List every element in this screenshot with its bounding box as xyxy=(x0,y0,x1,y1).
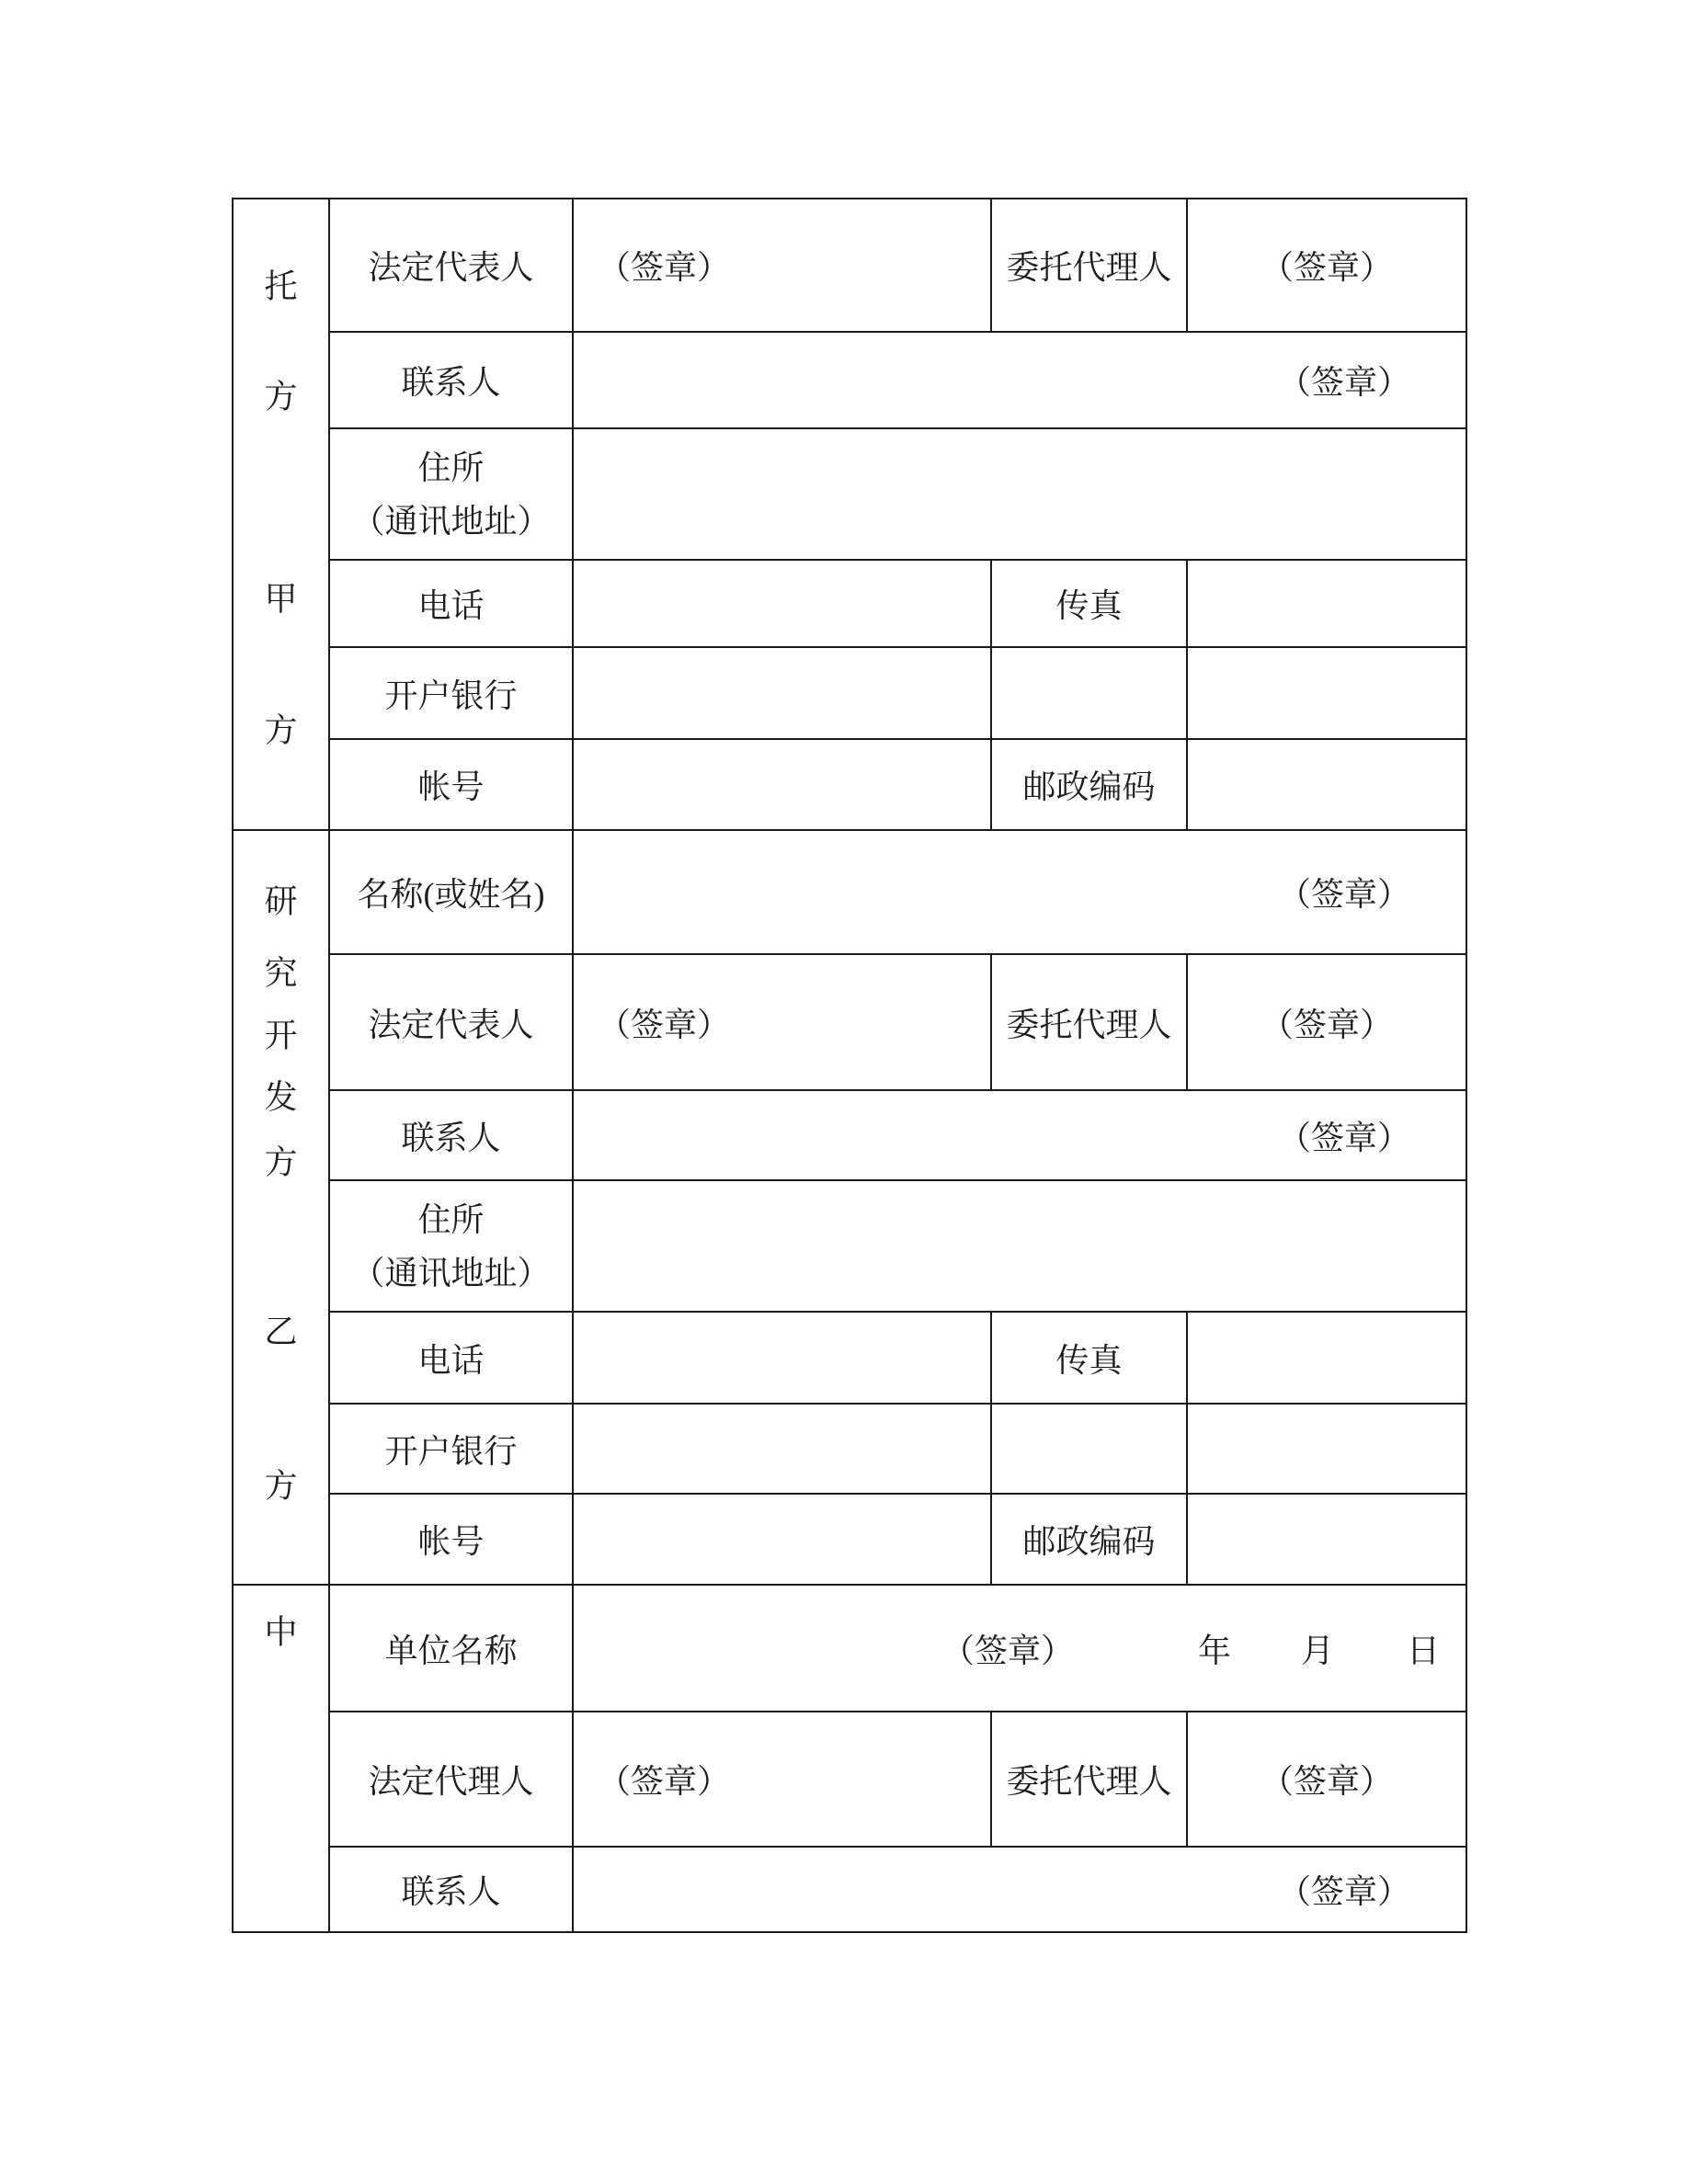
side-label-intermediary xyxy=(233,1585,329,1932)
postal-code-label: 邮政编码 xyxy=(991,1494,1187,1585)
table-row xyxy=(233,954,1466,1090)
residence-line1: 住所 xyxy=(417,1200,485,1238)
seal-placeholder: （签章） xyxy=(941,1632,1075,1669)
seal-placeholder: （签章） xyxy=(573,1712,991,1847)
side-label-char: 方 xyxy=(264,1143,298,1181)
side-label-party-a xyxy=(233,199,329,830)
seal-and-date-row xyxy=(574,1625,1466,1672)
contract-signature-table xyxy=(232,198,1467,1933)
blank-field xyxy=(573,647,991,739)
entrusted-agent-label: 委托代理人 xyxy=(991,954,1187,1090)
legal-representative-label: 法定代表人 xyxy=(329,954,573,1090)
account-number-label: 帐号 xyxy=(329,1494,573,1585)
side-label-char: 开 xyxy=(264,1017,298,1054)
table-row xyxy=(233,739,1466,830)
blank-field xyxy=(1187,739,1466,830)
account-number-label: 帐号 xyxy=(329,739,573,830)
fax-label: 传真 xyxy=(991,560,1187,647)
legal-agent-label: 法定代理人 xyxy=(329,1712,573,1847)
side-label-char: 方 xyxy=(264,378,298,415)
phone-label: 电话 xyxy=(329,560,573,647)
contact-person-label: 联系人 xyxy=(329,1090,573,1180)
table-row xyxy=(233,647,1466,739)
name-or-personal-name-label: 名称(或姓名) xyxy=(329,830,573,954)
entrusted-agent-label: 委托代理人 xyxy=(991,199,1187,332)
blank-field xyxy=(991,647,1187,739)
table-row xyxy=(233,1090,1466,1180)
seal-placeholder: （签章） xyxy=(573,199,991,332)
month-label: 月 xyxy=(1301,1632,1335,1669)
side-label-party-b xyxy=(233,830,329,1585)
blank-field xyxy=(573,1180,1466,1312)
table-row xyxy=(233,199,1466,332)
table-row xyxy=(233,830,1466,954)
seal-placeholder: （签章） xyxy=(573,830,1466,954)
phone-label: 电话 xyxy=(329,1312,573,1404)
bank-label: 开户银行 xyxy=(329,647,573,739)
side-label-char: 中 xyxy=(264,1613,298,1651)
blank-field xyxy=(573,1404,991,1494)
blank-field xyxy=(573,428,1466,560)
unit-name-label: 单位名称 xyxy=(329,1585,573,1712)
seal-placeholder: （签章） xyxy=(573,332,1466,428)
side-label-char: 方 xyxy=(264,711,298,749)
seal-placeholder: （签章） xyxy=(573,1090,1466,1180)
blank-field xyxy=(573,1494,991,1585)
year-label: 年 xyxy=(1198,1632,1232,1669)
blank-field xyxy=(573,560,991,647)
blank-field xyxy=(1187,560,1466,647)
table-row xyxy=(233,1585,1466,1712)
table-row xyxy=(233,332,1466,428)
table-row xyxy=(233,1312,1466,1404)
contact-person-label: 联系人 xyxy=(329,1847,573,1932)
legal-representative-label: 法定代表人 xyxy=(329,199,573,332)
blank-field xyxy=(1187,1494,1466,1585)
blank-field xyxy=(1187,1404,1466,1494)
table-row xyxy=(233,428,1466,560)
side-label-char: 乙 xyxy=(264,1313,298,1350)
residence-line2: （通讯地址） xyxy=(351,502,551,540)
blank-field xyxy=(991,1404,1187,1494)
residence-line1: 住所 xyxy=(417,449,485,486)
table-row xyxy=(233,1712,1466,1847)
postal-code-label: 邮政编码 xyxy=(991,739,1187,830)
residence-label xyxy=(329,1180,573,1312)
blank-field xyxy=(1187,1312,1466,1404)
entrusted-agent-label: 委托代理人 xyxy=(991,1712,1187,1847)
seal-placeholder: （签章） xyxy=(1187,199,1466,332)
seal-placeholder: （签章） xyxy=(573,1847,1466,1932)
blank-field xyxy=(1187,647,1466,739)
seal-placeholder: （签章） xyxy=(1187,1712,1466,1847)
blank-field xyxy=(573,1312,991,1404)
side-label-char: 托 xyxy=(264,267,298,305)
bank-label: 开户银行 xyxy=(329,1404,573,1494)
residence-line2: （通讯地址） xyxy=(351,1254,551,1291)
fax-label: 传真 xyxy=(991,1312,1187,1404)
residence-label xyxy=(329,428,573,560)
day-label: 日 xyxy=(1407,1632,1441,1669)
table-row xyxy=(233,1494,1466,1585)
table-row xyxy=(233,1180,1466,1312)
seal-placeholder: （签章） xyxy=(1187,954,1466,1090)
side-label-char: 甲 xyxy=(264,580,298,618)
table-row xyxy=(233,1404,1466,1494)
blank-field xyxy=(573,739,991,830)
table-row xyxy=(233,1847,1466,1932)
seal-and-date-cell xyxy=(573,1585,1466,1712)
side-label-char: 研 xyxy=(264,882,298,920)
side-label-char: 发 xyxy=(264,1078,298,1116)
side-label-char: 方 xyxy=(264,1467,298,1505)
seal-placeholder: （签章） xyxy=(573,954,991,1090)
side-label-char: 究 xyxy=(264,954,298,992)
contact-person-label: 联系人 xyxy=(329,332,573,428)
table-row xyxy=(233,560,1466,647)
